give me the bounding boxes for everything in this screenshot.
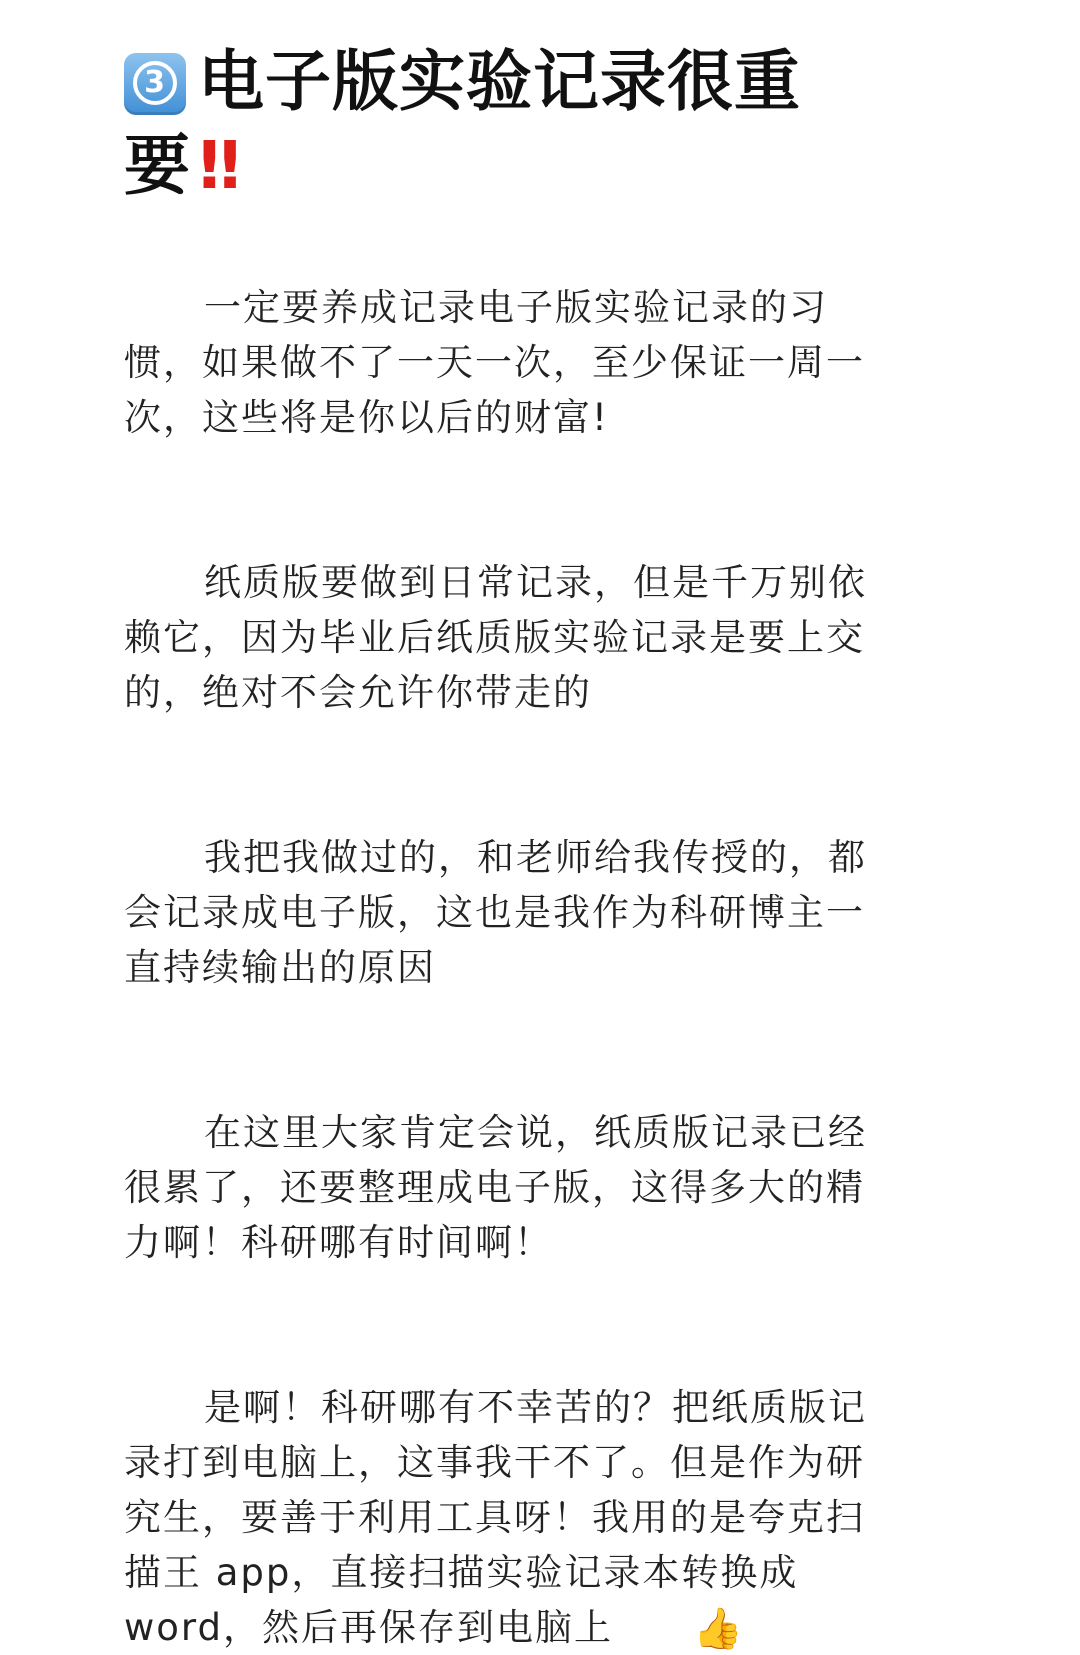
paragraph: 纸质版要做到日常记录，但是千万别依赖它，因为毕业后纸质版实验记录是要上交的，绝对不会允许你带走的 (124, 561, 867, 714)
thumbs-up-icon: 👍 (692, 1606, 745, 1652)
keycap-3-icon: 3 (124, 53, 186, 115)
paragraph: 在这里大家肯定会说，纸质版记录已经很累了，还要整理成电子版，这得多大的精力啊！科研哪有时间啊！ (124, 1111, 867, 1264)
title-text: 电子版实验记录很重要 (124, 43, 801, 204)
page-title (124, 40, 884, 208)
post-content (124, 40, 884, 1655)
double-exclamation-icon: ‼ (199, 127, 233, 204)
article-body (124, 280, 884, 1655)
paragraph-last (124, 1380, 884, 1655)
paragraph: 我把我做过的，和老师给我传授的，都会记录成电子版，这也是我作为科研博主一直持续输出的原因 (124, 836, 867, 989)
paragraph-text: 是啊！科研哪有不幸苦的？把纸质版记录打到电脑上，这事我干不了。但是作为研究生，要善于利用工具呀！我用的是夸克扫描王 app，直接扫描实验记录本转换成word，然后再保存到电脑上 (124, 1386, 867, 1649)
paragraph: 一定要养成记录电子版实验记录的习惯，如果做不了一天一次，至少保证一周一次，这些将是你以后的财富! (124, 286, 865, 439)
